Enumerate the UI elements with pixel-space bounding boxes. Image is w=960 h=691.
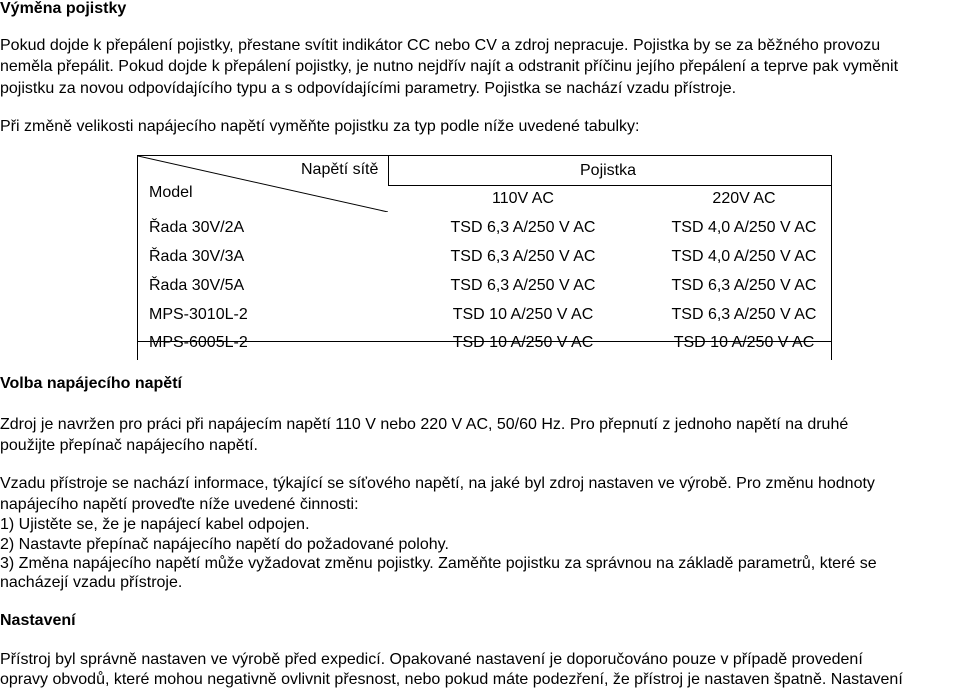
setup-section-title: Nastavení [0,612,76,629]
voltage-step-3: 3) Změna napájecího napětí může vyžadovat změnu pojistky. Zaměňte pojistku za správnou na základě parametrů, které se [0,555,877,572]
fuse-para-line: neměla přepálit. Pokud dojde k přepálení pojistky, je nutno nejdřív najít a odstranit příčinu jejího přepálení a teprve pak vyměnit [0,58,899,75]
voltage-para-line: nacházejí vzadu přístroje. [0,574,183,591]
fuse-table [137,155,832,360]
setup-para-line: opravy obvodů, které mohou negativně ovlivnit přesnost, nebo pokud máte podezření, že přístroj je nastaven špatně. Nastavení [0,671,903,688]
model-cell: Řada 30V/2A [149,219,245,236]
fuse-110v-cell: TSD 6,3 A/250 V AC [450,277,596,294]
model-cell: Řada 30V/5A [149,277,245,294]
model-cell: Řada 30V/3A [149,248,245,265]
voltage-step-2: 2) Nastavte přepínač napájecího napětí do požadované polohy. [0,536,449,553]
header-divider [388,156,389,185]
header-110v: 110V AC [492,190,554,207]
fuse-para-line: pojistku za novou odpovídajícího typu a s odpovídajícími parametry. Pojistka se nachází vzadu přístroje. [0,80,737,97]
voltage-para-line: použijte přepínač napájecího napětí. [0,437,258,454]
setup-para-line: Přístroj byl správně nastaven ve výrobě před expedicí. Opakované nastavení je doporučováno pouze v případě provedení [0,651,863,668]
voltage-section-title: Volba napájecího napětí [0,375,182,392]
fuse-table-intro: Při změně velikosti napájecího napětí vyměňte pojistku za typ podle níže uvedené tabulky: [0,118,640,135]
fuse-220v-cell: TSD 4,0 A/250 V AC [671,248,817,265]
fuse-220v-cell: TSD 4,0 A/250 V AC [671,219,817,236]
voltage-para-line: Zdroj je navržen pro práci při napájecím napětí 110 V nebo 220 V AC, 50/60 Hz. Pro přepnutí z jednoho napětí na druhé [0,416,849,433]
voltage-step-1: 1) Ujistěte se, že je napájecí kabel odpojen. [0,516,310,533]
header-fuse: Pojistka [580,162,637,179]
fuse-110v-cell: TSD 10 A/250 V AC [452,306,594,323]
voltage-para-line: Vzadu přístroje se nachází informace, týkající se síťového napětí, na jaké byl zdroj nastaven ve výrobě. Pro změnu hodnoty [0,475,875,492]
fuse-section-title: Výměna pojistky [0,0,127,17]
fuse-220v-cell: TSD 10 A/250 V AC [673,334,815,351]
header-220v: 220V AC [712,190,776,207]
fuse-para-line: Pokud dojde k přepálení pojistky, přestane svítit indikátor CC nebo CV a zdroj nepracuje. Pojistka by se za běžného provozu [0,37,881,54]
voltage-para-line: napájecího napětí proveďte níže uvedené činnosti: [0,496,359,513]
model-cell: MPS-6005L-2 [149,334,248,351]
model-cell: MPS-3010L-2 [149,306,248,323]
fuse-110v-cell: TSD 10 A/250 V AC [452,334,594,351]
fuse-220v-cell: TSD 6,3 A/250 V AC [671,277,817,294]
fuse-220v-cell: TSD 6,3 A/250 V AC [671,306,817,323]
header-model: Model [149,184,193,201]
header-voltage: Napětí sítě [301,161,379,178]
fuse-110v-cell: TSD 6,3 A/250 V AC [450,219,596,236]
header-rule [388,185,831,186]
fuse-110v-cell: TSD 6,3 A/250 V AC [450,248,596,265]
